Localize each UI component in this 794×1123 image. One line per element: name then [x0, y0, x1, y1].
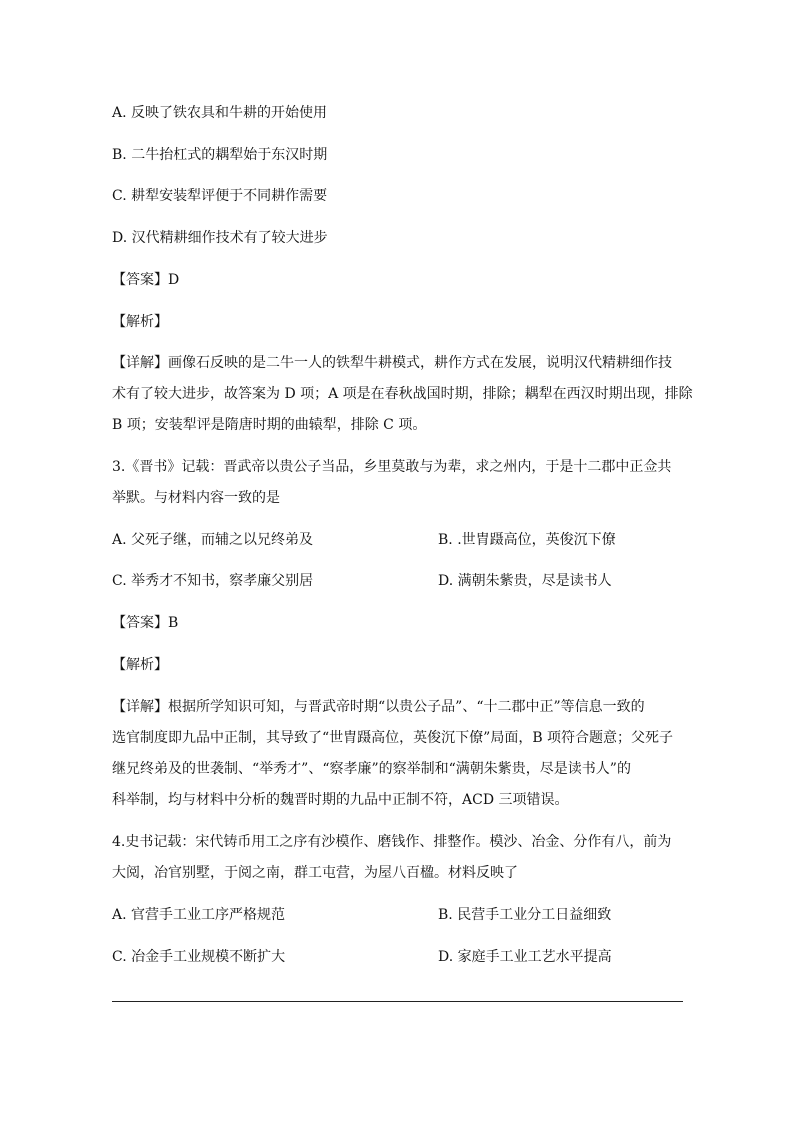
q3-option-a: A. 父死子继，而辅之以兄终弟及 [112, 532, 314, 548]
q3-stem-line-2: 举默。与材料内容一致的是 [112, 490, 280, 506]
q3-option-c: C. 举秀才不知书，察孝廉父别居 [112, 573, 314, 589]
q4-stem-line-2: 大阅，冶官别墅，于阅之南，群工屯营，为屋八百楹。材料反映了 [112, 865, 518, 881]
q2-option-c: C. 耕犁安装犁评便于不同耕作需要 [112, 188, 328, 204]
q2-answer: 【答案】D [112, 272, 180, 288]
q2-detail-line-3: B 项；安装犁评是隋唐时期的曲辕犁，排除 C 项。 [112, 417, 427, 433]
q4-option-row-2 [112, 947, 682, 967]
q2-option-a: A. 反映了铁农具和牛耕的开始使用 [112, 105, 328, 121]
q3-option-row-1 [112, 530, 682, 550]
q4-option-row-1 [112, 905, 682, 925]
q3-option-d: D. 满朝朱紫贵，尽是读书人 [438, 573, 612, 589]
q3-detail-line-4: 科举制，均与材料中分析的魏晋时期的九品中正制不符，ACD 三项错误。 [112, 792, 569, 808]
q3-option-row-2 [112, 571, 682, 591]
q2-detail-line-1: 【详解】画像石反映的是二牛一人的铁犁牛耕模式，耕作方式在发展，说明汉代精耕细作技 [112, 355, 672, 371]
q3-detail-line-3: 继兄终弟及的世袭制、“举秀才”、“察孝廉”的察举制和“满朝朱紫贵，尽是读书人”的 [112, 761, 631, 777]
q4-option-a: A. 官营手工业工序严格规范 [112, 907, 286, 923]
q3-answer: 【答案】B [112, 615, 179, 631]
q2-option-d: D. 汉代精耕细作技术有了较大进步 [112, 230, 328, 246]
q3-option-b: B. .世胄蹑高位，英俊沉下僚 [438, 532, 616, 548]
q3-detail-line-1: 【详解】根据所学知识可知，与晋武帝时期“以贵公子品”、“十二郡中正”等信息一致的 [112, 699, 645, 715]
q4-option-b: B. 民营手工业分工日益细致 [438, 907, 612, 923]
q3-detail-line-2: 选官制度即九品中正制，其导致了“世胄蹑高位，英俊沉下僚”局面，B 项符合题意；父死子 [112, 730, 674, 746]
q3-stem-line-1: 3.《晋书》记载：晋武帝以贵公子当品，乡里莫敢与为辈，求之州内，于是十二郡中正佥共 [112, 459, 672, 475]
q4-option-d: D. 家庭手工业工艺水平提高 [438, 949, 612, 965]
q2-option-b: B. 二牛抬杠式的耦犁始于东汉时期 [112, 147, 328, 163]
q2-analysis-label: 【解析】 [112, 314, 168, 330]
bottom-divider [112, 1001, 683, 1002]
q4-stem-line-1: 4.史书记载：宋代铸币用工之序有沙模作、磨钱作、排整作。模沙、冶金、分作有八，前为 [112, 834, 672, 850]
q3-analysis-label: 【解析】 [112, 657, 168, 673]
q4-option-c: C. 冶金手工业规模不断扩大 [112, 949, 286, 965]
q2-detail-line-2: 术有了较大进步，故答案为 D 项；A 项是在春秋战国时期，排除；耦犁在西汉时期出现，排除 [112, 386, 693, 402]
